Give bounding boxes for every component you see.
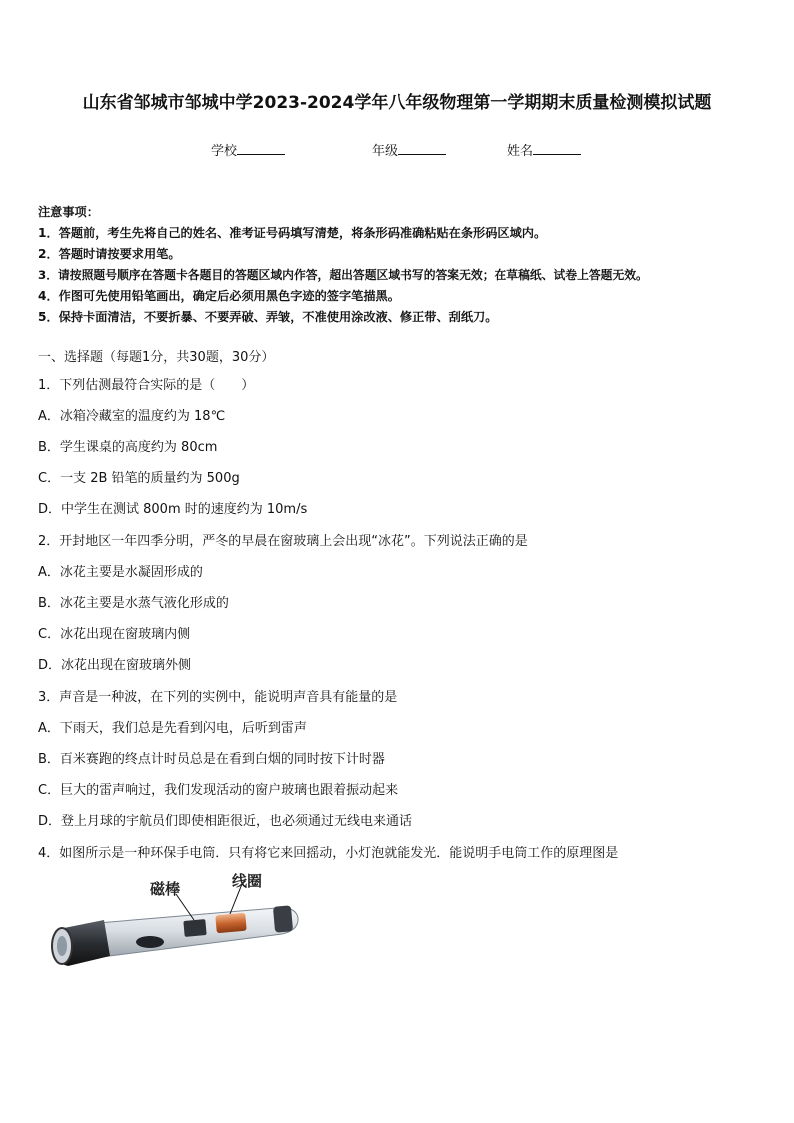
notes-block [38,202,768,328]
notes-heading: 注意事项： [38,205,99,219]
note-item: 2．答题时请按要求用笔。 [38,247,181,261]
coil-label: 线圈 [232,872,263,890]
question-option: D．登上月球的宇航员们即使相距很近，也必须通过无线电来通话 [38,814,413,829]
school-label: 学校 [211,144,238,159]
note-item: 4．作图可先使用铅笔画出，确定后必须用黑色字迹的签字笔描黑。 [38,289,400,303]
school-blank[interactable] [237,142,285,155]
question-option: B．冰花主要是水蒸气液化形成的 [38,596,229,611]
magnet-label: 磁棒 [150,880,181,898]
page-title: 山东省邹城市邹城中学2023-2024学年八年级物理第一学期期末质量检测模拟试题 [82,93,712,113]
question-option: A．下雨天，我们总是先看到闪电，后听到雷声 [38,721,307,736]
question-stem: 1．下列估测最符合实际的是（ ） [38,378,255,393]
grade-blank[interactable] [398,142,446,155]
grade-field[interactable] [372,140,446,159]
grade-label: 年级 [372,144,399,159]
name-blank[interactable] [533,142,581,155]
question-option: A．冰箱冷藏室的温度约为 18℃ [38,409,226,424]
question-option: B．百米赛跑的终点计时员总是在看到白烟的同时按下计时器 [38,752,385,767]
question-option: C．巨大的雷声响过，我们发现活动的窗户玻璃也跟着振动起来 [38,783,399,798]
question-stem: 2．开封地区一年四季分明，严冬的早晨在窗玻璃上会出现“冰花”。下列说法正确的是 [38,534,528,549]
name-field[interactable] [507,140,581,159]
question-option: A．冰花主要是水凝固形成的 [38,565,203,580]
note-item: 1．答题前，考生先将自己的姓名、准考证号码填写清楚，将条形码准确粘贴在条形码区域内。 [38,226,547,240]
note-item: 5．保持卡面清洁，不要折暴、不要弄破、弄皱，不准使用涂改液、修正带、刮纸刀。 [38,310,498,324]
flashlight-figure [46,866,304,970]
question-option: B．学生课桌的高度约为 80cm [38,440,218,455]
name-label: 姓名 [507,144,534,159]
question-option: D．冰花出现在窗玻璃外侧 [38,658,192,673]
question-stem: 4．如图所示是一种环保手电筒．只有将它来回摇动，小灯泡就能发光．能说明手电筒工作的原理图是 [38,846,619,861]
section-heading: 一、选择题（每题1分，共30题，30分） [38,350,275,365]
question-option: C．一支 2B 铅笔的质量约为 500g [38,471,240,486]
note-item: 3．请按照题号顺序在答题卡各题目的答题区域内作答，超出答题区域书写的答案无效；在草稿纸、试卷上答题无效。 [38,268,648,282]
question-option: C．冰花出现在窗玻璃内侧 [38,627,191,642]
school-field[interactable] [211,140,285,159]
question-stem: 3．声音是一种波，在下列的实例中，能说明声音具有能量的是 [38,690,398,705]
question-option: D．中学生在测试 800m 时的速度约为 10m/s [38,502,308,517]
